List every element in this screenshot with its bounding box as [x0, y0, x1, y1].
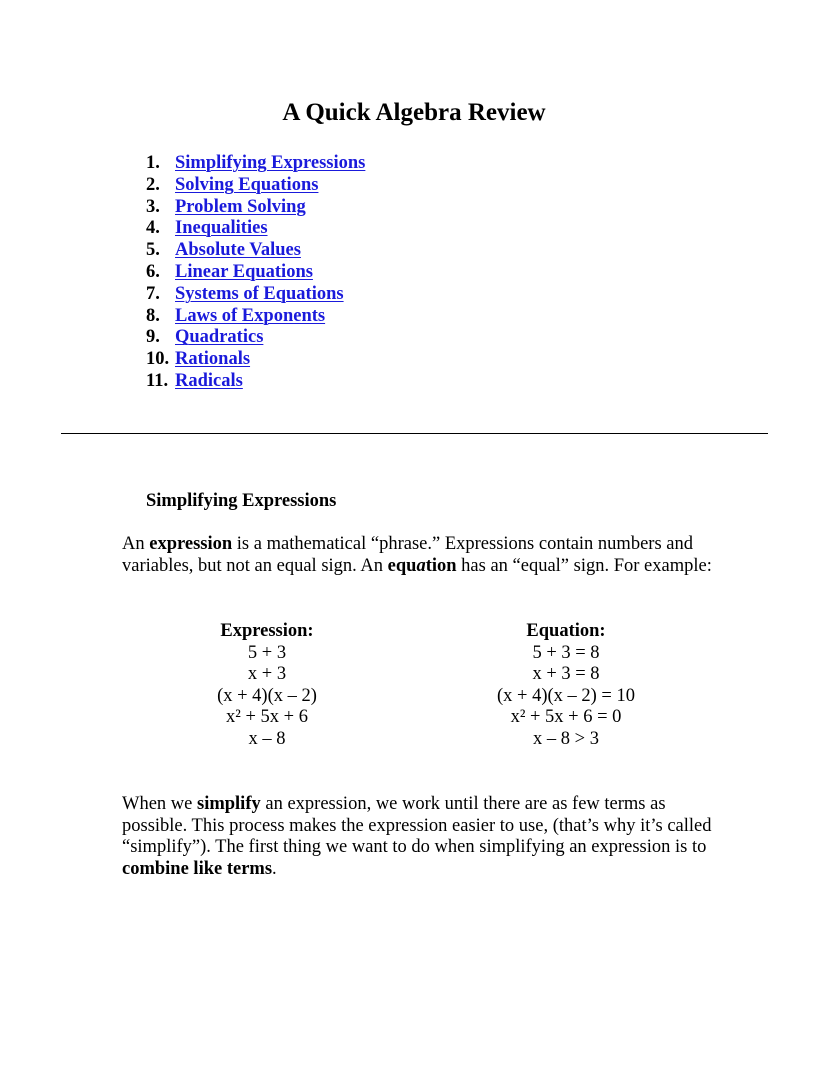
keyword-equation-italic-part: a: [416, 555, 426, 576]
expression-example: x + 3: [247, 664, 287, 685]
toc-link-rationals[interactable]: Rationals: [175, 349, 251, 370]
equation-example: x² + 5x + 6 = 0: [510, 707, 622, 728]
toc-item-quadratics: [146, 327, 365, 349]
expression-example: 5 + 3: [247, 642, 287, 663]
toc-number: 1.: [146, 153, 160, 173]
toc-item-inequalities: [146, 218, 365, 240]
simplify-paragraph: [122, 794, 722, 880]
toc-number: 4.: [146, 218, 160, 239]
paragraph-text: is a mathematical “phrase.” Expressions contain numbers and variables, but not an equal sign. An: [122, 534, 693, 576]
paragraph-text: .: [272, 858, 277, 879]
expression-column: [192, 621, 342, 751]
toc-item-linear-equations: [146, 262, 365, 284]
toc-item-simplifying-expressions: [146, 153, 365, 175]
toc-link-problem-solving[interactable]: Problem Solving: [175, 196, 306, 217]
expression-column-header: Expression:: [220, 621, 314, 641]
keyword-expression: expression: [149, 534, 233, 554]
paragraph-text: has an “equal” sign. For example:: [456, 555, 712, 576]
toc-link-radicals[interactable]: Radicals: [175, 370, 243, 391]
toc-number: 8.: [146, 305, 160, 326]
toc-number: 6.: [146, 261, 160, 282]
toc-item-systems-of-equations: [146, 284, 365, 306]
toc-item-radicals: [146, 371, 365, 393]
expression-example: (x + 4)(x – 2): [217, 685, 317, 706]
paragraph-text: An: [122, 534, 150, 554]
keyword-combine-like-terms: combine like terms: [122, 858, 273, 879]
equation-example: (x + 4)(x – 2) = 10: [496, 685, 635, 706]
keyword-simplify: simplify: [197, 794, 261, 814]
equation-example: x – 8 > 3: [533, 728, 599, 749]
expression-example: x² + 5x + 6: [226, 707, 308, 728]
toc-item-rationals: [146, 349, 365, 371]
toc-number: 10.: [146, 349, 170, 370]
page-title: A Quick Algebra Review: [282, 99, 546, 126]
horizontal-divider: [61, 433, 768, 434]
table-of-contents: [146, 153, 365, 393]
toc-number: 3.: [146, 196, 160, 217]
toc-link-quadratics[interactable]: Quadratics: [175, 327, 264, 348]
toc-link-inequalities[interactable]: Inequalities: [175, 218, 268, 239]
expression-example: x – 8: [248, 728, 286, 749]
toc-link-laws-of-exponents[interactable]: Laws of Exponents: [175, 305, 326, 326]
toc-item-laws-of-exponents: [146, 306, 365, 328]
toc-number: 2.: [146, 174, 160, 195]
equation-column-header: Equation:: [526, 621, 606, 641]
toc-number: 5.: [146, 240, 160, 261]
keyword-equation-part: tion: [425, 555, 457, 576]
toc-number: 7.: [146, 283, 160, 304]
toc-link-solving-equations[interactable]: Solving Equations: [175, 174, 319, 195]
keyword-equation-part: equ: [387, 555, 417, 576]
paragraph-text: an expression, we work until there are as few terms as possible. This process makes the expression easier to use, (that’s why it’s called “simplify”). The first thing we want to do when simplifying an expression is to: [122, 794, 712, 858]
toc-link-absolute-values[interactable]: Absolute Values: [175, 240, 301, 261]
toc-item-problem-solving: [146, 197, 365, 219]
keyword-equation: [388, 556, 457, 576]
equation-example: x + 3 = 8: [532, 664, 600, 685]
toc-link-linear-equations[interactable]: Linear Equations: [175, 261, 313, 282]
toc-item-absolute-values: [146, 240, 365, 262]
toc-number: 9.: [146, 327, 160, 348]
toc-item-solving-equations: [146, 175, 365, 197]
section-heading: Simplifying Expressions: [146, 491, 337, 511]
paragraph-text: When we: [122, 794, 197, 814]
equation-example: 5 + 3 = 8: [532, 642, 600, 663]
toc-link-simplifying-expressions[interactable]: Simplifying Expressions: [175, 153, 366, 173]
equation-column: [476, 621, 656, 751]
toc-link-systems-of-equations[interactable]: Systems of Equations: [175, 283, 344, 304]
toc-number: 11.: [146, 370, 169, 391]
intro-paragraph: [122, 534, 722, 577]
